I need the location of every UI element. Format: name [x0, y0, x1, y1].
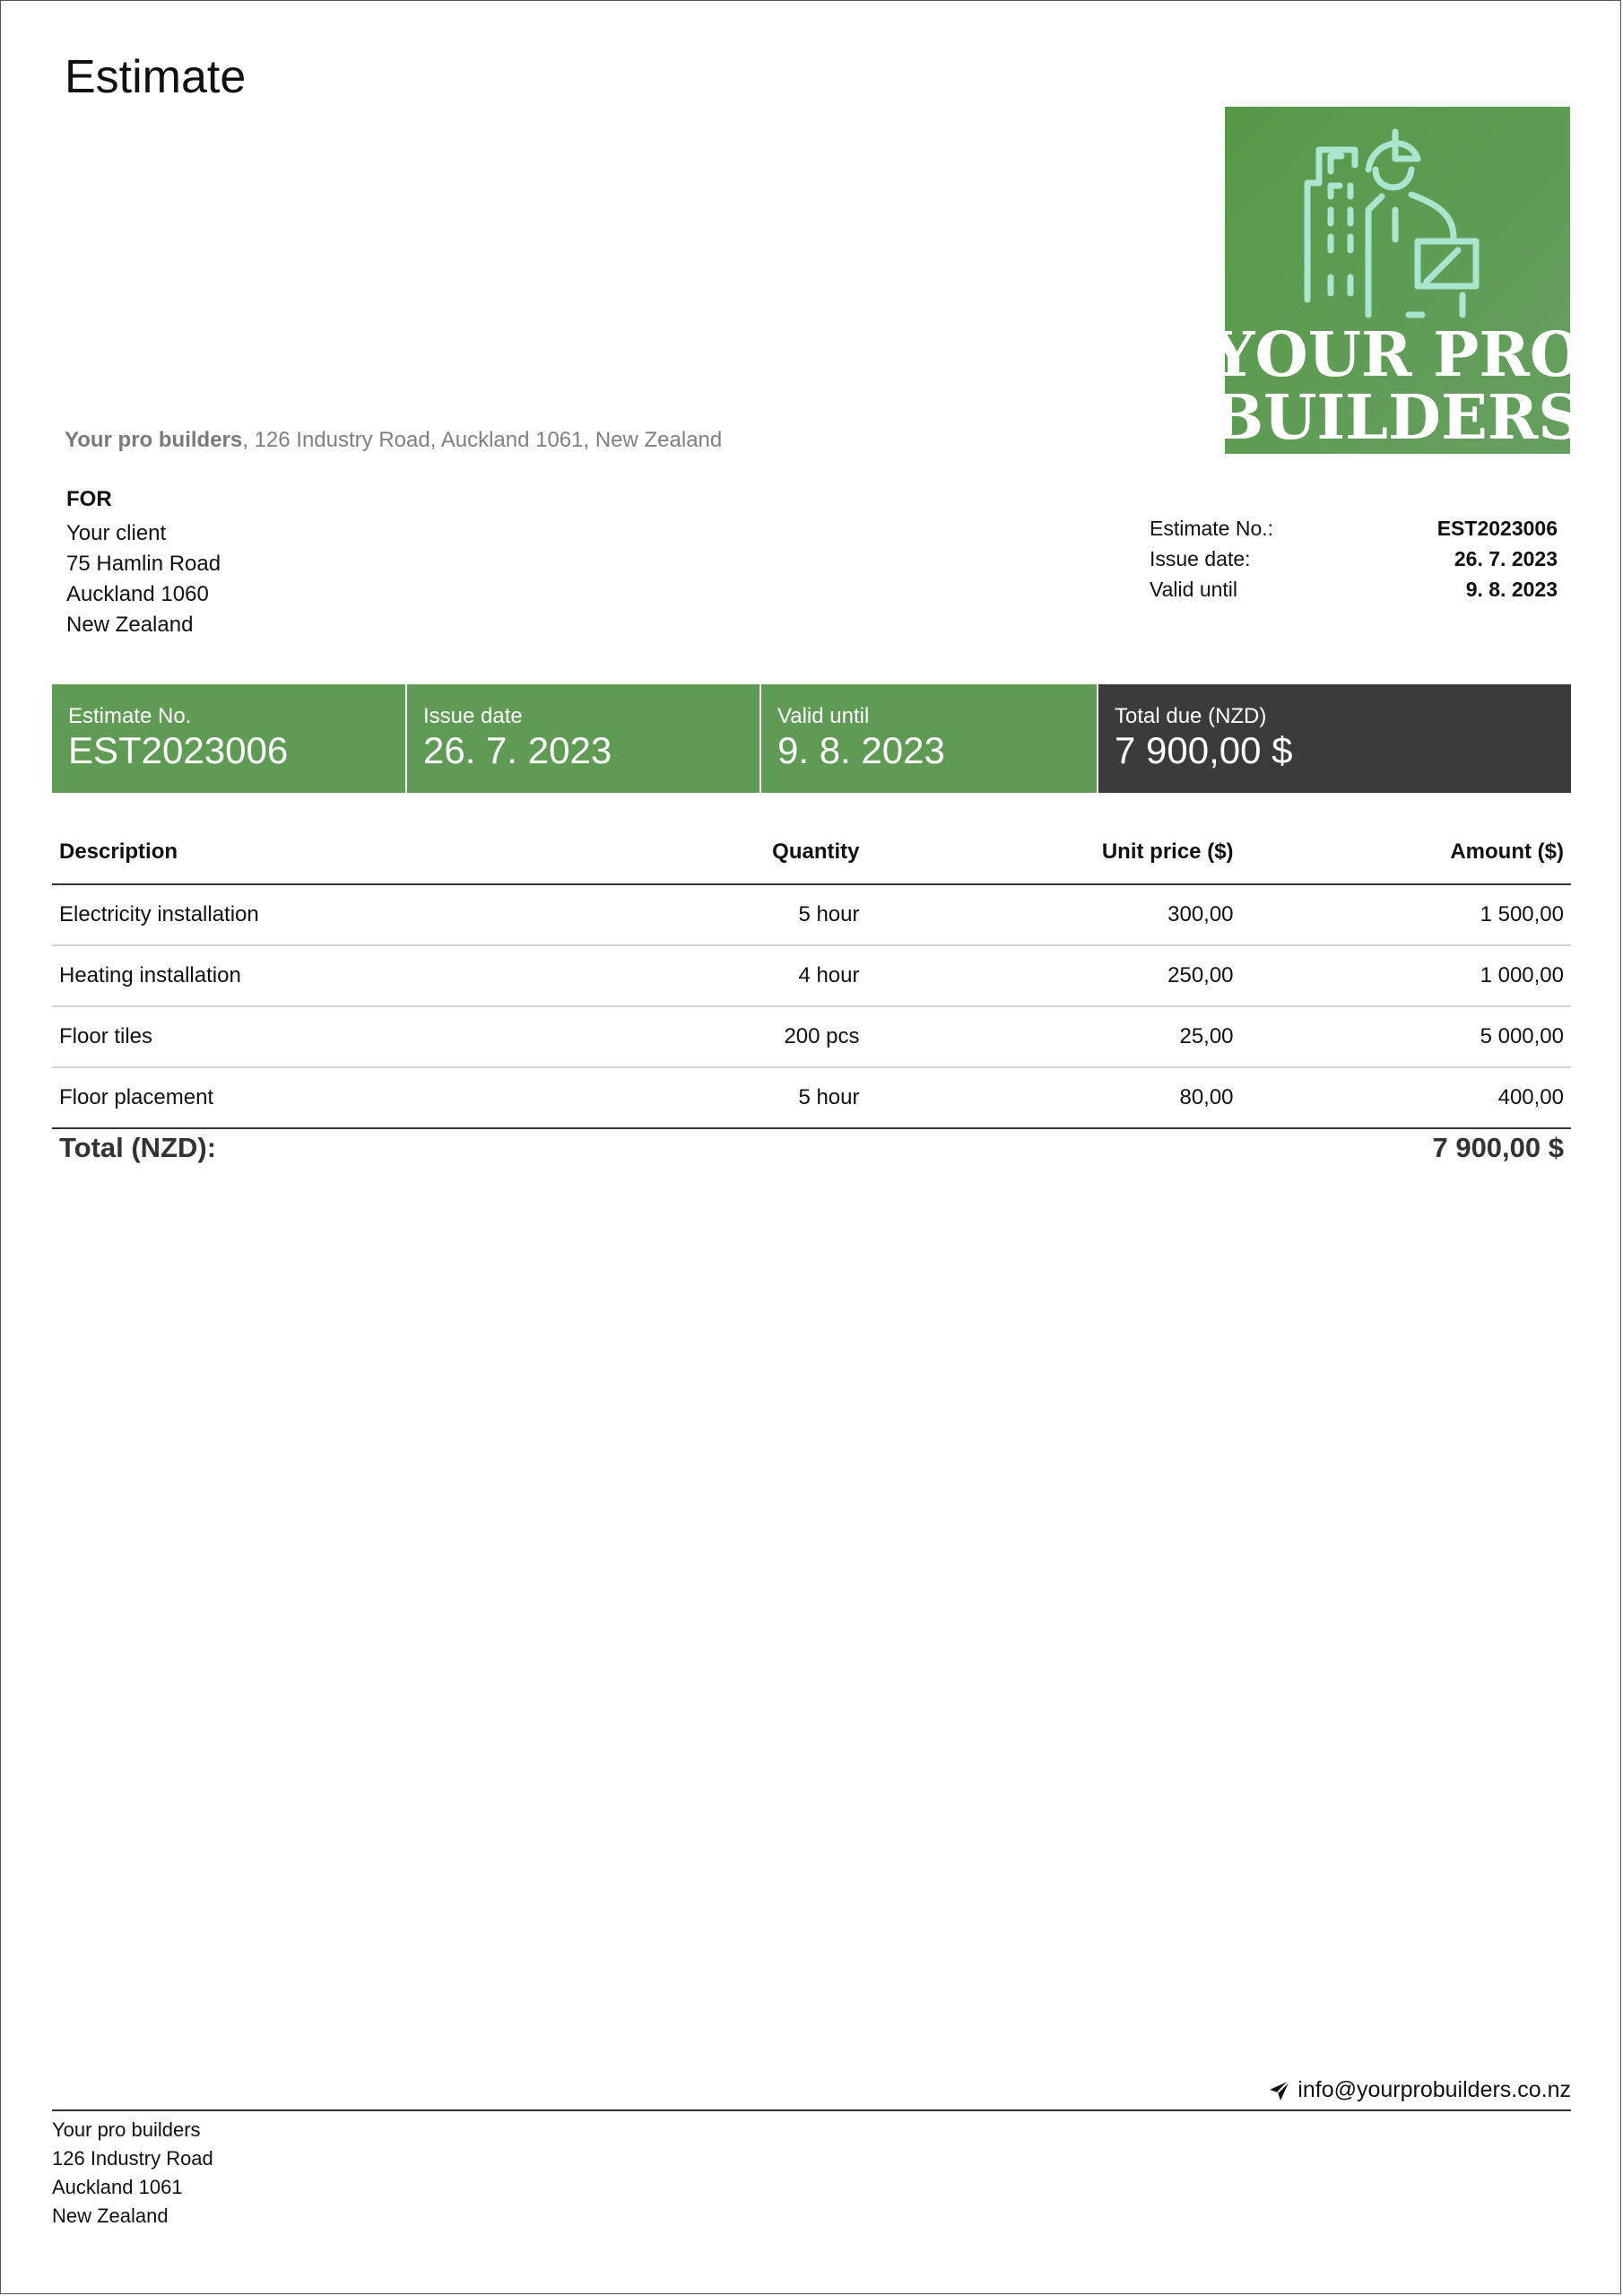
document-title: Estimate — [65, 51, 247, 103]
summary-issue-date — [407, 684, 761, 793]
sender-name: Your pro builders — [65, 428, 243, 452]
client-line: 75 Hamlin Road — [66, 552, 221, 576]
table-cell: 4 hour — [601, 945, 867, 1006]
table-row — [52, 1067, 1571, 1128]
table-header-row — [52, 821, 1571, 884]
table-row — [52, 1006, 1571, 1067]
summary-label: Issue date — [423, 704, 523, 728]
company-logo — [1225, 107, 1570, 454]
email-link[interactable]: info@yourprobuilders.co.nz — [1298, 2077, 1571, 2102]
table-cell: 80,00 — [867, 1067, 1241, 1128]
meta-row-valid-until — [1150, 574, 1558, 604]
line-items-table — [52, 821, 1571, 1129]
column-header: Quantity — [601, 821, 867, 884]
table-cell: 400,00 — [1241, 1067, 1571, 1128]
column-header: Description — [52, 821, 601, 884]
meta-value: 26. 7. 2023 — [1454, 547, 1558, 570]
client-line: New Zealand — [66, 613, 194, 637]
summary-value: 26. 7. 2023 — [423, 729, 612, 771]
client-label: FOR — [66, 487, 112, 511]
summary-value: EST2023006 — [68, 729, 289, 771]
summary-total-due — [1098, 684, 1571, 793]
meta-row-number — [1150, 513, 1558, 544]
summary-value: 9. 8. 2023 — [777, 729, 945, 771]
table-cell: Floor tiles — [52, 1006, 601, 1067]
meta-row-issue-date — [1150, 544, 1558, 574]
client-line: Your client — [66, 521, 167, 545]
summary-label: Estimate No. — [68, 704, 192, 728]
footer-address-line: New Zealand — [52, 2205, 169, 2227]
table-cell: 250,00 — [867, 945, 1241, 1006]
column-header: Unit price ($) — [867, 821, 1241, 884]
table-cell: 200 pcs — [601, 1006, 867, 1067]
table-cell: Electricity installation — [52, 884, 601, 945]
footer-address — [52, 2116, 213, 2231]
footer-address-line: Auckland 1061 — [52, 2176, 183, 2198]
sender-address: , 126 Industry Road, Auckland 1061, New Zealand — [242, 428, 723, 452]
summary-value: 7 900,00 $ — [1115, 729, 1293, 771]
logo-text-line1: YOUR PRO — [1225, 319, 1570, 391]
table-cell: 1 500,00 — [1241, 884, 1571, 945]
meta-label: Valid until — [1150, 578, 1238, 601]
footer-address-line: Your pro builders — [52, 2118, 201, 2141]
footer-email — [1269, 2077, 1571, 2103]
summary-estimate-number — [52, 684, 407, 793]
summary-valid-until — [761, 684, 1098, 793]
table-cell: 5 000,00 — [1241, 1006, 1571, 1067]
total-label: Total (NZD): — [59, 1132, 217, 1163]
client-block — [66, 484, 221, 640]
sender-line — [65, 428, 722, 453]
meta-label: Issue date: — [1150, 547, 1251, 570]
table-row — [52, 884, 1571, 945]
client-line: Auckland 1060 — [66, 582, 209, 606]
total-value: 7 900,00 $ — [1432, 1132, 1564, 1163]
meta-value: 9. 8. 2023 — [1465, 578, 1558, 601]
table-cell: 5 hour — [601, 1067, 867, 1128]
column-header: Amount ($) — [1241, 821, 1571, 884]
table-row — [52, 945, 1571, 1006]
meta-label: Estimate No.: — [1150, 517, 1274, 540]
send-icon — [1269, 2080, 1290, 2101]
meta-value: EST2023006 — [1436, 517, 1558, 540]
summary-label: Valid until — [777, 704, 870, 728]
table-cell: 1 000,00 — [1241, 945, 1571, 1006]
grand-total-row — [52, 1132, 1571, 1164]
footer-divider — [52, 2109, 1571, 2111]
table-cell: 25,00 — [867, 1006, 1241, 1067]
footer-address-line: 126 Industry Road — [52, 2147, 213, 2170]
summary-label: Total due (NZD) — [1115, 704, 1267, 728]
logo-text-line2: BUILDERS — [1225, 382, 1570, 454]
table-cell: 300,00 — [867, 884, 1241, 945]
table-cell: Floor placement — [52, 1067, 601, 1128]
estimate-meta — [1150, 513, 1558, 604]
table-cell: 5 hour — [601, 884, 867, 945]
table-cell: Heating installation — [52, 945, 601, 1006]
summary-bar — [52, 684, 1571, 793]
